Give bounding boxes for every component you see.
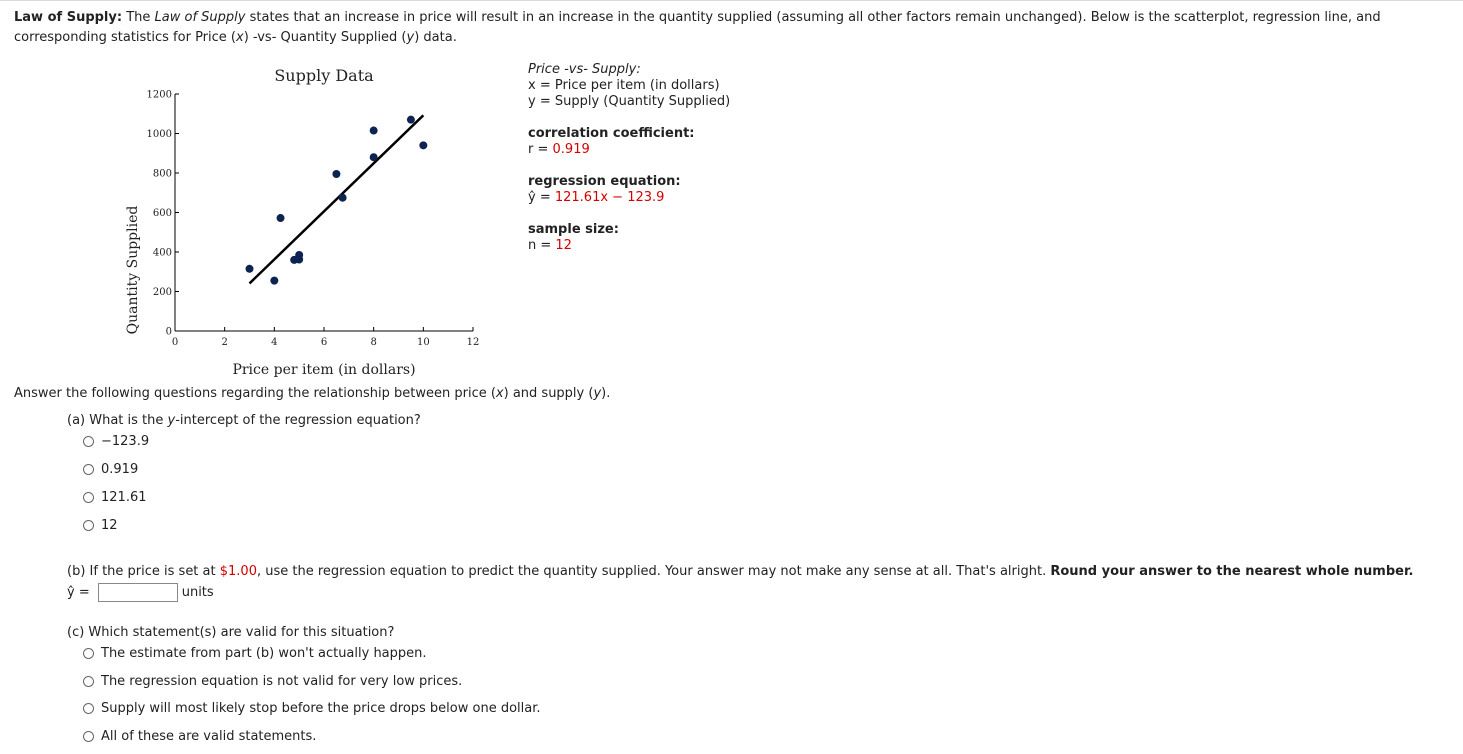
data-point xyxy=(270,277,278,285)
question-a-option[interactable] xyxy=(83,490,147,505)
regression-value: 121.61x − 123.9 xyxy=(554,190,665,205)
question-a xyxy=(67,413,421,428)
radio-button[interactable] xyxy=(83,648,94,659)
data-point xyxy=(370,153,378,161)
option-label: 0.919 xyxy=(101,462,139,477)
radio-button[interactable] xyxy=(83,703,94,714)
data-point xyxy=(246,265,254,273)
radio-button[interactable] xyxy=(83,464,94,475)
intro-y-var: y xyxy=(406,30,415,45)
x-axis-label: Price per item (in dollars) xyxy=(232,362,416,378)
x-tick-label: 2 xyxy=(221,337,228,348)
correlation-line xyxy=(528,142,730,158)
intro-text-1: The xyxy=(126,10,151,25)
intro-law-name: Law of Supply xyxy=(154,10,246,25)
x-definition: x = Price per item (in dollars) xyxy=(528,78,720,93)
question-c: (c) Which statement(s) are valid for this situation? xyxy=(67,625,395,640)
y-axis-label: Quantity Supplied xyxy=(125,205,141,335)
x-tick-label: 10 xyxy=(416,337,430,348)
regression-label: regression equation: xyxy=(528,174,681,189)
y-tick-label: 1200 xyxy=(146,89,172,101)
question-c-option[interactable] xyxy=(83,674,462,689)
radio-button[interactable] xyxy=(83,492,94,503)
radio-button[interactable] xyxy=(83,436,94,447)
y-tick-label: 0 xyxy=(165,326,172,338)
data-point xyxy=(370,127,378,135)
y-tick-label: 600 xyxy=(152,208,172,219)
answer-input[interactable] xyxy=(98,583,178,602)
question-b xyxy=(67,564,1413,579)
questions-intro-3: ). xyxy=(601,386,611,401)
option-label: 121.61 xyxy=(101,490,147,505)
y-tick-label: 1000 xyxy=(146,129,172,140)
y-tick-label: 200 xyxy=(152,287,172,298)
data-point xyxy=(419,141,427,149)
regression-line xyxy=(250,115,424,283)
radio-button[interactable] xyxy=(83,520,94,531)
intro-text-2: states that an increase in price will result in an increase in the quantity supplied (assuming all other factors remain unchanged). Below is the scatterplot, regression line, and corresponding statistics for Price ( xyxy=(14,10,1381,45)
x-tick-label: 12 xyxy=(466,337,480,348)
y-tick-label: 800 xyxy=(152,168,172,180)
data-point xyxy=(295,256,303,264)
sample-size-value: 12 xyxy=(555,238,572,253)
question-c-option[interactable] xyxy=(83,729,316,744)
intro-title: Law of Supply: xyxy=(14,10,123,25)
option-label: The regression equation is not valid for very low prices. xyxy=(101,674,463,689)
supply-scatterplot xyxy=(110,58,500,383)
regression-prefix: ŷ = xyxy=(528,190,555,205)
data-point xyxy=(277,214,285,222)
intro-text-4: ) data. xyxy=(414,30,457,45)
data-point xyxy=(339,194,347,202)
intro-text-3: ) -vs- Quantity Supplied ( xyxy=(243,30,407,45)
question-a-text-1: (a) What is the xyxy=(67,413,168,428)
sample-size-prefix: n = xyxy=(528,238,556,253)
x-tick-label: 6 xyxy=(320,337,328,348)
option-label: 12 xyxy=(101,518,118,533)
questions-intro-1: Answer the following questions regarding the relationship between price ( xyxy=(14,386,496,401)
sample-size-label: sample size: xyxy=(528,222,619,237)
question-a-text-2: -intercept of the regression equation? xyxy=(175,413,421,428)
option-label: Supply will most likely stop before the price drops below one dollar. xyxy=(101,701,541,716)
question-b-price: $1.00 xyxy=(219,564,257,579)
sample-size-line xyxy=(528,238,730,254)
y-definition: y = Supply (Quantity Supplied) xyxy=(528,94,731,109)
correlation-value: 0.919 xyxy=(552,142,590,157)
question-a-option[interactable] xyxy=(83,518,118,533)
option-label: All of these are valid statements. xyxy=(101,729,317,744)
top-divider xyxy=(0,0,1463,1)
regression-equation xyxy=(528,190,730,206)
option-label: The estimate from part (b) won't actually happen. xyxy=(101,646,427,661)
x-tick-label: 4 xyxy=(271,337,278,348)
question-a-y: y xyxy=(167,413,176,428)
question-a-option[interactable] xyxy=(83,462,138,477)
intro-x-var: x xyxy=(235,30,244,45)
x-tick-label: 0 xyxy=(171,337,179,348)
question-a-option[interactable] xyxy=(83,434,149,449)
radio-button[interactable] xyxy=(83,676,94,687)
y-tick-label: 400 xyxy=(152,247,172,259)
correlation-label: correlation coefficient: xyxy=(528,126,695,141)
radio-button[interactable] xyxy=(83,731,94,742)
questions-intro-y: y xyxy=(593,386,602,401)
statistics-panel xyxy=(528,62,730,270)
x-tick-label: 8 xyxy=(370,337,377,348)
question-b-instruction: Round your answer to the nearest whole number. xyxy=(1050,564,1414,579)
stats-heading: Price -vs- Supply: xyxy=(528,62,641,77)
question-b-text-1: (b) If the price is set at xyxy=(67,564,220,579)
chart-ticks xyxy=(147,90,480,349)
units-label: units xyxy=(181,585,214,600)
questions-intro xyxy=(14,386,610,401)
question-c-option[interactable] xyxy=(83,646,427,661)
question-b-text-2: , use the regression equation to predict the quantity supplied. Your answer may not make any sense at all. That's alright. xyxy=(256,564,1051,579)
option-label: −123.9 xyxy=(101,434,150,449)
data-point xyxy=(407,116,415,124)
intro-paragraph xyxy=(14,8,1444,48)
questions-intro-x: x xyxy=(495,386,504,401)
correlation-prefix: r = xyxy=(528,142,553,157)
answer-label: ŷ = xyxy=(67,585,90,600)
questions-intro-2: ) and supply ( xyxy=(503,386,594,401)
answer-row xyxy=(67,583,214,602)
data-point xyxy=(332,170,340,178)
chart-title: Supply Data xyxy=(274,66,374,85)
question-c-option[interactable] xyxy=(83,701,541,716)
